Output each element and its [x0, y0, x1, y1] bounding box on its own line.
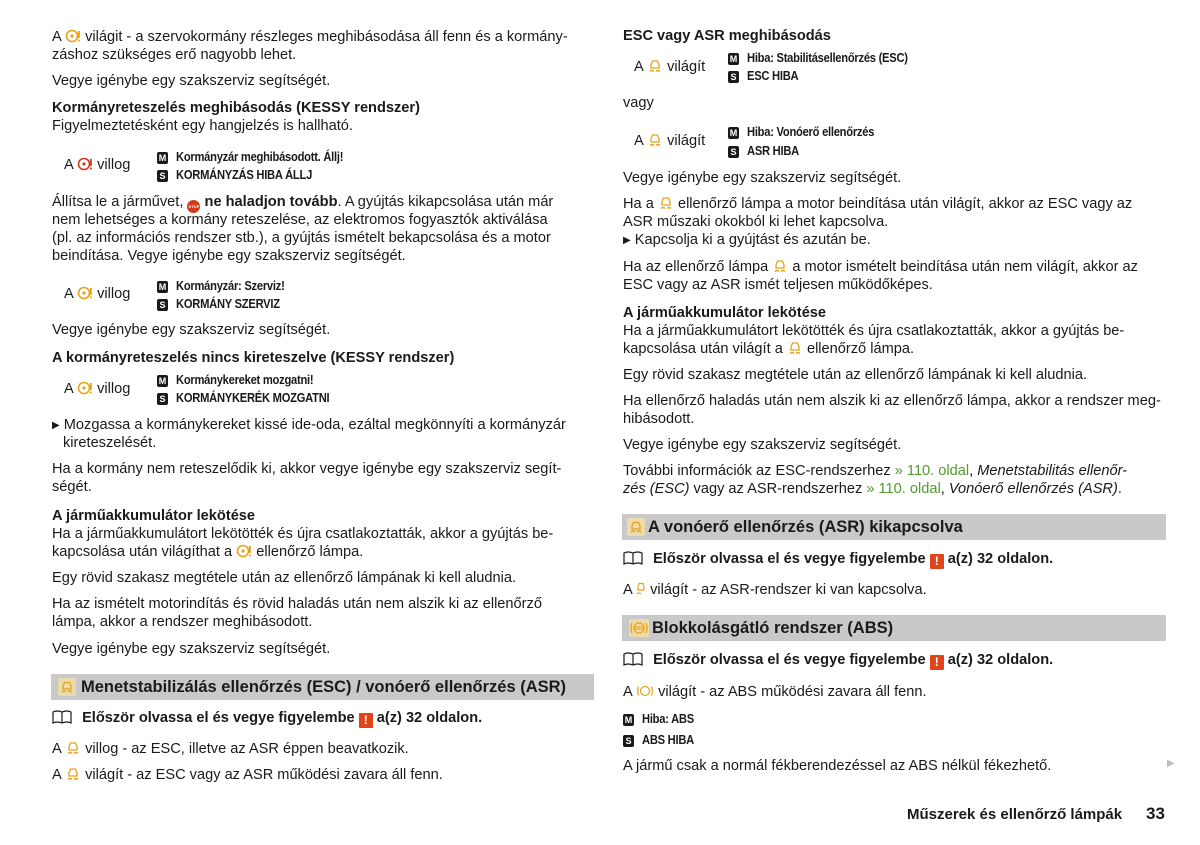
paragraph: [52, 28, 568, 46]
warning-icon: !: [930, 554, 944, 569]
warning-icon: !: [359, 713, 373, 728]
paragraph-line: hibásodott.: [623, 411, 695, 427]
text: világít: [667, 133, 706, 149]
section-header: [51, 674, 594, 700]
paragraph-line: nem lehetséges a kormány reteszelése, az elektromos fogyasztók aktiválása: [52, 212, 548, 228]
paragraph: Vegye igénybe egy szakszerviz segítségét.: [623, 170, 902, 186]
s-badge-icon: S: [157, 170, 168, 182]
esc-lamp-icon: [658, 195, 674, 210]
page-link[interactable]: » 110. oldal: [894, 463, 970, 479]
warning-icon: !: [930, 655, 944, 670]
paragraph-line: Ha ellenőrző haladás után nem alszik ki az ellenőrző lámpa, akkor a rendszer meg-: [623, 393, 1161, 409]
paragraph-line: záshoz szükséges erő nagyobb lehet.: [52, 47, 297, 63]
esc-lamp-icon: [65, 766, 81, 781]
text: Ha a: [623, 196, 654, 212]
paragraph-line: (pl. az információs rendszer stb.), a gyújtás ismételt bekapcsolása és a motor: [52, 230, 551, 246]
text: Hiba: Vonóerő ellenőrzés: [747, 124, 875, 139]
steering-lock-red-icon: [77, 157, 93, 171]
paragraph: [52, 740, 409, 758]
paragraph-line: Ha a járműakkumulátort lekötötték és újra csatlakoztatták, akkor a gyújtás be-: [623, 323, 1125, 339]
text: Először olvassa el és vegye figyelembe: [653, 551, 926, 567]
paragraph: [52, 543, 363, 561]
triangle-bullet-icon: ▶: [52, 420, 60, 431]
text: A: [634, 59, 643, 75]
text: További információk az ESC-rendszerhez: [623, 463, 891, 479]
text: ESC HIBA: [747, 68, 799, 83]
paragraph: [623, 683, 927, 701]
action-step: [623, 231, 871, 250]
paragraph: Egy rövid szakasz megtétele után az ellenőrző lámpának ki kell aludnia.: [623, 367, 1088, 383]
text: . A gyújtás kikapcsolása után már: [337, 194, 554, 210]
s-badge-icon: S: [157, 393, 168, 405]
text: A: [64, 381, 73, 397]
esc-lamp-icon: [647, 58, 663, 73]
section-title: Menetstabilizálás ellenőrzés (ESC) / vonóerő ellenőrzés (ASR): [81, 678, 567, 696]
m-badge-icon: M: [729, 54, 738, 64]
text: villog: [97, 381, 131, 397]
section-header: [622, 615, 1166, 641]
text: Kormánykereket mozgatni!: [176, 372, 314, 387]
paragraph-line: ESC vagy az ASR ismét teljesen működőképes.: [623, 277, 933, 293]
text: Menetstabilitás ellenőr-: [977, 463, 1128, 479]
text: a(z) 32 oldalon.: [947, 551, 1054, 567]
paragraph: [623, 340, 914, 358]
text: a motor ismételt beindítása után nem világít, akkor az: [792, 259, 1138, 275]
maxidot-message: [157, 371, 336, 389]
text: ellenőrző lámpa.: [256, 544, 364, 560]
section-header: [622, 514, 1166, 540]
m-badge-icon: M: [158, 153, 167, 163]
paragraph-line: kireteszelését.: [63, 435, 157, 451]
steering-warning-icon: [65, 29, 81, 43]
paragraph: [52, 193, 553, 213]
paragraph: [623, 258, 1138, 276]
text: A: [623, 582, 632, 598]
m-badge-icon: M: [729, 128, 738, 138]
abs-icon: [629, 619, 649, 637]
action-step: [52, 416, 566, 435]
text: Ha az ellenőrző lámpa: [623, 259, 769, 275]
text: Először olvassa el és vegye figyelembe: [653, 652, 926, 668]
text: Először olvassa el és vegye figyelembe: [82, 710, 355, 726]
paragraph: Vegye igénybe egy szakszerviz segítségét.: [52, 641, 331, 657]
lamp-state-row: [64, 285, 130, 303]
text: .: [1117, 481, 1122, 497]
text: vagy az ASR-rendszerhez: [689, 481, 863, 497]
book-icon: [623, 551, 643, 566]
text: világit - a szervokormány részleges meghibásodása áll fenn és a kormány-: [85, 29, 568, 45]
abs-lamp-icon: [636, 684, 654, 698]
footer-section-title: Műszerek és ellenőrző lámpák: [907, 806, 1123, 823]
m-badge-icon: M: [158, 282, 167, 292]
lamp-state-row: [64, 380, 130, 398]
book-icon: [52, 710, 72, 725]
text: A: [634, 133, 643, 149]
read-first-notice: [623, 550, 1053, 569]
segment-message: [157, 295, 297, 313]
text: A: [52, 767, 61, 783]
text: Kormányzár: Szerviz!: [176, 278, 285, 293]
paragraph: Vegye igénybe egy szakszerviz segítségét.: [623, 437, 902, 453]
text: világít - az ESC vagy az ASR működési zavara áll fenn.: [85, 767, 443, 783]
esc-lamp-icon: [647, 132, 663, 147]
text: kapcsolása után világíthat a: [52, 544, 233, 560]
lamp-state-row: [634, 58, 705, 76]
text: világít: [667, 59, 706, 75]
s-badge-icon: S: [623, 735, 634, 747]
read-first-notice: [623, 651, 1053, 670]
paragraph: Egy rövid szakasz megtétele után az ellenőrző lámpának ki kell aludnia.: [52, 570, 517, 586]
text: Állítsa le a járművet,: [52, 194, 184, 210]
text: A: [64, 286, 73, 302]
maxidot-message: [728, 49, 934, 67]
paragraph: vagy: [623, 95, 654, 111]
segment-message: [728, 142, 807, 160]
paragraph: A jármű csak a normál fékberendezéssel az ABS nélkül fékezhető.: [623, 758, 1052, 774]
maxidot-message: [157, 148, 370, 166]
page-number: 33: [1146, 804, 1165, 823]
paragraph: [623, 480, 1122, 498]
text: Kormányzár meghibásodott. Állj!: [176, 149, 344, 164]
asr-off-lamp-icon: [636, 581, 646, 596]
m-badge-icon: M: [624, 715, 633, 725]
text: világít - az ABS működési zavara áll fenn.: [658, 684, 927, 700]
steering-warning-icon: [236, 544, 252, 558]
text: KORMÁNYKERÉK MOZGATNI: [176, 390, 330, 405]
text: Vonóerő ellenőrzés (ASR): [948, 481, 1118, 497]
s-badge-icon: S: [728, 146, 739, 158]
paragraph: [623, 195, 1132, 213]
read-first-notice: [52, 709, 482, 728]
s-badge-icon: S: [728, 71, 739, 83]
text: ABS HIBA: [642, 732, 694, 747]
text: A: [52, 29, 61, 45]
paragraph: Vegye igénybe egy szakszerviz segítségét.: [52, 73, 331, 89]
text: KORMÁNY SZERVIZ: [176, 296, 280, 311]
text: villog - az ESC, illetve az ASR éppen beavatkozik.: [85, 741, 409, 757]
text: KORMÁNYZÁS HIBA ÁLLJ: [176, 167, 313, 182]
text: A: [64, 157, 73, 173]
maxidot-message: [623, 710, 702, 728]
m-badge-icon: M: [158, 376, 167, 386]
text: ASR HIBA: [747, 143, 799, 158]
paragraph-line: Ha az ismételt motorindítás és rövid haladás után nem alszik ki az ellenőrző: [52, 596, 542, 612]
text: a(z) 32 oldalon.: [947, 652, 1054, 668]
text: ,: [940, 481, 949, 497]
page-link[interactable]: » 110. oldal: [866, 481, 941, 497]
svg-text:ABS: ABS: [633, 626, 645, 632]
paragraph-line: Ha a kormány nem reteszelődik ki, akkor vegye igénybe egy szakszerviz segít-: [52, 461, 562, 477]
text: A: [623, 684, 632, 700]
text: zés (ESC): [623, 481, 690, 497]
segment-message: [157, 166, 334, 184]
esc-lamp-icon: [65, 740, 81, 755]
subheading: A járműakkumulátor lekötése: [52, 508, 256, 524]
text: Mozgassa a kormánykereket kissé ide-oda, ezáltal megkönnyíti a kormányzár: [63, 417, 566, 433]
esc-skid-icon: [58, 678, 76, 696]
paragraph-line: Ha a járműakkumulátort lekötötték és újra csatlakoztatták, akkor a gyújtás be-: [52, 526, 554, 542]
paragraph: Vegye igénybe egy szakszerviz segítségét.: [52, 322, 331, 338]
text: világít - az ASR-rendszer ki van kapcsolva.: [650, 582, 927, 598]
triangle-bullet-icon: ▶: [623, 235, 631, 246]
s-badge-icon: S: [157, 299, 168, 311]
text: ellenőrző lámpa a motor beindítása után világít, akkor az ESC vagy az: [677, 196, 1133, 212]
segment-message: [623, 731, 702, 749]
section-title: Blokkolásgátló rendszer (ABS): [652, 619, 894, 637]
paragraph: [623, 462, 1127, 480]
paragraph-line: ségét.: [52, 479, 92, 495]
steering-warning-icon: [77, 286, 93, 300]
paragraph-line: ASR műszaki okokból ki lehet kapcsolva.: [623, 214, 889, 230]
maxidot-message: [728, 123, 895, 141]
segment-message: [157, 389, 354, 407]
paragraph-line: beindítása. Vegye igénybe egy szakszerviz segítségét.: [52, 248, 406, 264]
book-icon: [623, 652, 643, 667]
subheading: A járműakkumulátor lekötése: [623, 305, 827, 321]
lamp-state-row: [64, 156, 130, 174]
esc-lamp-icon: [772, 258, 788, 273]
text: ellenőrző lámpa.: [806, 341, 915, 357]
text: ne haladjon tovább: [204, 194, 338, 210]
text: a(z) 32 oldalon.: [376, 710, 483, 726]
steering-warning-icon: [77, 381, 93, 395]
text: kapcsolása után világít a: [623, 341, 783, 357]
paragraph: [52, 766, 443, 784]
paragraph-line: lámpa, akkor a rendszer meghibásodott.: [52, 614, 313, 630]
text: villog: [97, 286, 131, 302]
segment-message: [728, 67, 807, 85]
maxidot-message: [157, 277, 302, 295]
section-title: A vonóerő ellenőrzés (ASR) kikapcsolva: [648, 518, 963, 536]
asr-off-icon: [627, 518, 645, 536]
paragraph: [623, 581, 927, 599]
stop-icon: STOP: [187, 200, 200, 213]
lamp-state-row: [634, 132, 705, 150]
subheading: ESC vagy ASR meghibásodás: [623, 28, 831, 44]
text: A: [52, 741, 61, 757]
paragraph: Figyelmeztetésként egy hangjelzés is hallható.: [52, 118, 353, 134]
text: Hiba: Stabilitásellenőrzés (ESC): [747, 50, 908, 65]
text: villog: [97, 157, 131, 173]
text: Hiba: ABS: [642, 711, 694, 726]
esc-lamp-icon: [787, 340, 803, 355]
text: Kapcsolja ki a gyújtást és azután be.: [634, 232, 871, 248]
continue-arrow-icon: ▶: [1167, 758, 1175, 769]
text: ,: [969, 463, 978, 479]
subheading: Kormányreteszelés meghibásodás (KESSY rendszer): [52, 100, 420, 116]
subheading: A kormányreteszelés nincs kireteszelve (KESSY rendszer): [52, 350, 455, 366]
